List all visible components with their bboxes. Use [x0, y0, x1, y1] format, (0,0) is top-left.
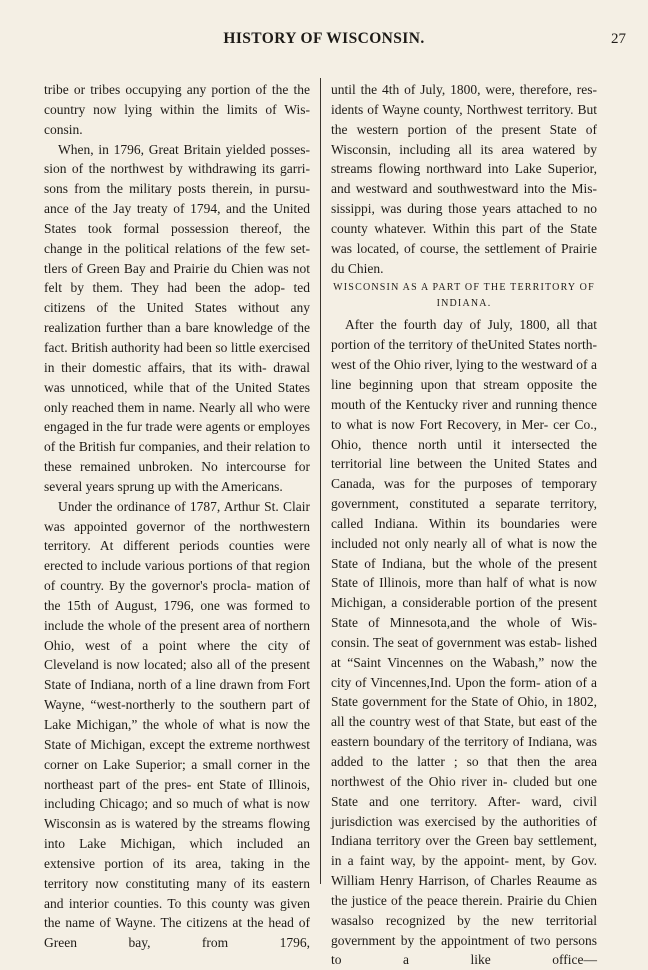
section-heading: WISCONSIN AS A PART OF THE TERRITORY OF INDIANA. [333, 282, 595, 310]
paragraph-british-withdrawal: When, in 1796, Great Britain yielded posses- sion of the northwest by withdrawing its garri- sons from the military posts therein, in pursu- ance of the Jay treaty of 1794, and the United States took formal possession thereof, the change in the political relations of the few set- tlers of Green Bay and Prairie du Chien was not felt by them. They had been the adop- ted citizens of the United States without any realization further than a bare knowledge of the fact. British authority had been so little exercised in their domestic affairs, that its with- drawal was unnoticed, while that of the United States only reached them in name. Nearly all who were engaged in the fur trade were agents or employes of the British fur companies, and their relation to these remained unbroken. No intercourse for several years sprung up with the Americans. [44, 141, 310, 494]
paragraph-tribe-continuation: tribe or tribes occupying any portion of the the country now lying within the limits of Wis- consin. [44, 82, 310, 137]
page-number: 27 [611, 31, 626, 47]
paragraph-wayne-county: until the 4th of July, 1800, were, therefore, res- idents of Wayne county, Northwest territory. But the western portion of the present State of Wisconsin, including all its area watered by streams flowing northward into Lake Superior, and westward and southwestward into the Mis- sissippi, was during those years attached to no county whatever. Within this part of the State was located, of course, the settlement of Prairie du Chien. [331, 82, 597, 276]
right-column [331, 80, 597, 970]
column-divider [320, 78, 321, 884]
paragraph-ordinance-1787: Under the ordinance of 1787, Arthur St. Clair was appointed governor of the northwestern territory. At different periods counties were erected to include various portions of that region of country. By the governor's procla- mation of the 15th of August, 1796, one was formed to include the whole of the present area of northern Ohio, west of a point where the city of Cleveland is now located; also all of the present State of Indiana, north of a line drawn from Fort Wayne, “west-northerly to the southern part of Lake Michigan,” the whole of what is now the State of Michigan, except the extreme northwest corner on Lake Superior; a small corner in the northeast part of the pres- ent State of Illinois, including Chicago; and so much of what is now Wisconsin as is watered by the streams flowing into Lake Michigan, which included an extensive portion of its area, taking in the territory now constituting many of its eastern and interior counties. To this county was given the name of Wayne. The citizens at the head of Green bay, from 1796, [44, 498, 310, 951]
page-title: HISTORY OF WISCONSIN. [223, 30, 425, 47]
paragraph-indiana-territory: After the fourth day of July, 1800, all that portion of the territory of theUnited States north- west of the Ohio river, lying to the westward of a line beginning upon that stream opposite the mouth of the Kentucky river and running thence to what is now Fort Recovery, in Mer- cer Co., Ohio, thence north until it intersected the territorial line between the United States and Canada, was for the purposes of temporary government, constituted a separate territory, called Indiana. Within its boundaries were included not only nearly all of what is now the State of Indiana, but the whole of the present State of Illinois, more than half of what is now Michigan, a considerable portion of the present State of Minnesota,and the whole of Wis- consin. The seat of government was estab- lished at “Saint Vincennes on the Wabash,” now the city of Vincennes,Ind. Upon the form- ation of a State government for the State of Ohio, in 1802, all the country west of that State, but east of the eastern boundary of the territory of Indiana, was added to the latter ; so that then the area northwest of the Ohio river in- cluded but one State and one territory. After- ward, civil jurisdiction was exercised by the authorities of Indiana territory over the Green bay settlement, in a faint way, by the appoint- ment, by Gov. William Henry Harrison, of Charles Reaume as the justice of the peace therein. Prairie du Chien wasalso recognized by the new territorial government by the appointment of two persons to a like office— [331, 317, 597, 968]
left-column [44, 80, 310, 953]
running-header [0, 30, 648, 54]
